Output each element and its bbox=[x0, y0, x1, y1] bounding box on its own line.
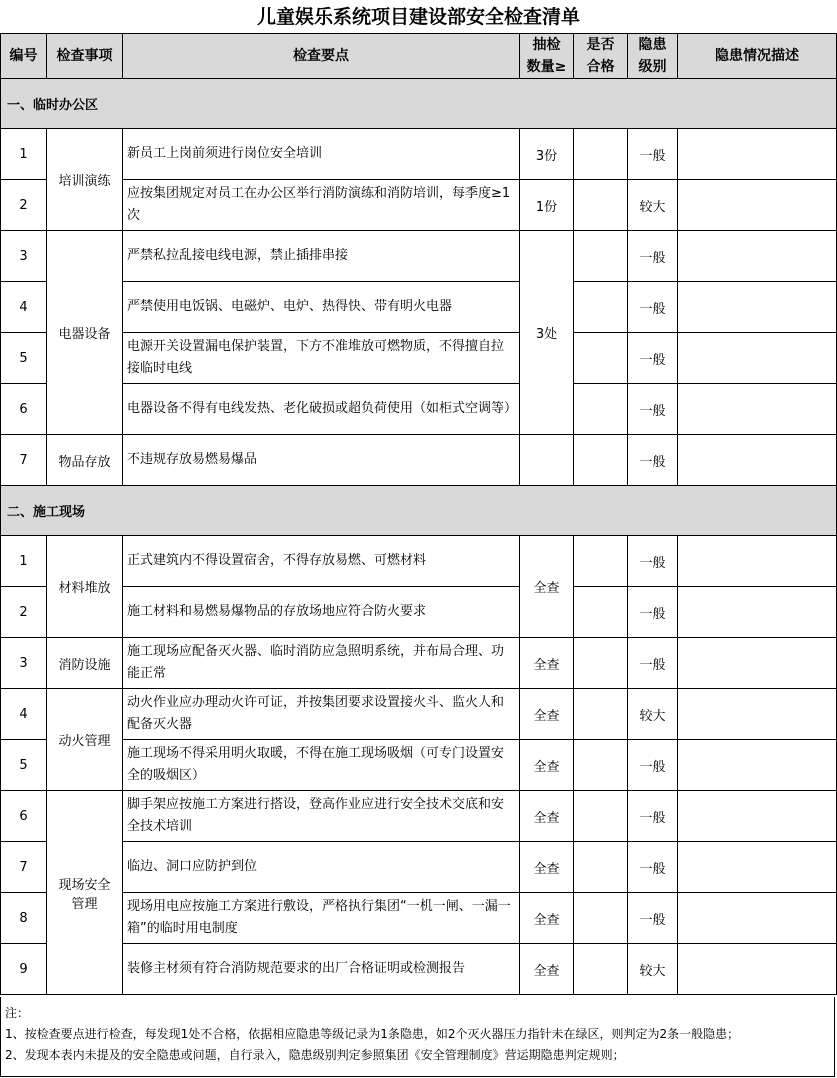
pass-cell[interactable] bbox=[574, 282, 628, 333]
row-number: 8 bbox=[1, 893, 47, 944]
section-header bbox=[1, 486, 837, 536]
hazard-level: 一般 bbox=[628, 536, 678, 587]
pass-cell[interactable] bbox=[574, 536, 628, 587]
hazard-description-cell[interactable] bbox=[678, 384, 837, 435]
hazard-level: 一般 bbox=[628, 282, 678, 333]
header-points: 检查要点 bbox=[123, 34, 520, 79]
section-title: 二、施工现场 bbox=[1, 486, 837, 536]
table-row bbox=[1, 893, 837, 944]
check-point: 施工材料和易燃易爆物品的存放场地应符合防火要求 bbox=[123, 587, 520, 638]
sample-qty: 3处 bbox=[520, 231, 574, 435]
sample-qty bbox=[520, 435, 574, 486]
hazard-level: 一般 bbox=[628, 231, 678, 282]
table-row bbox=[1, 587, 837, 638]
pass-cell[interactable] bbox=[574, 893, 628, 944]
pass-cell[interactable] bbox=[574, 180, 628, 231]
hazard-description-cell[interactable] bbox=[678, 282, 837, 333]
table-row bbox=[1, 282, 837, 333]
row-number: 9 bbox=[1, 944, 47, 995]
table-row bbox=[1, 944, 837, 995]
row-number: 5 bbox=[1, 333, 47, 384]
check-point: 电器设备不得有电线发热、老化破损或超负荷使用（如柜式空调等） bbox=[123, 384, 520, 435]
check-point: 电源开关设置漏电保护装置，下方不准堆放可燃物质，不得擅自拉接临时电线 bbox=[123, 333, 520, 384]
sample-qty: 1份 bbox=[520, 180, 574, 231]
hazard-level: 一般 bbox=[628, 435, 678, 486]
row-number: 7 bbox=[1, 435, 47, 486]
pass-cell[interactable] bbox=[574, 587, 628, 638]
hazard-level: 一般 bbox=[628, 893, 678, 944]
table-row bbox=[1, 231, 837, 282]
pass-cell[interactable] bbox=[574, 333, 628, 384]
hazard-description-cell[interactable] bbox=[678, 842, 837, 893]
table-row bbox=[1, 638, 837, 689]
section-header bbox=[1, 79, 837, 129]
hazard-description-cell[interactable] bbox=[678, 333, 837, 384]
hazard-level: 较大 bbox=[628, 689, 678, 740]
table-row bbox=[1, 180, 837, 231]
row-number: 6 bbox=[1, 791, 47, 842]
hazard-description-cell[interactable] bbox=[678, 944, 837, 995]
pass-cell[interactable] bbox=[574, 638, 628, 689]
check-item: 培训演练 bbox=[47, 129, 123, 231]
check-point: 临边、洞口应防护到位 bbox=[123, 842, 520, 893]
pass-cell[interactable] bbox=[574, 129, 628, 180]
check-point: 施工现场不得采用明火取暖，不得在施工现场吸烟（可专门设置安全的吸烟区） bbox=[123, 740, 520, 791]
hazard-description-cell[interactable] bbox=[678, 435, 837, 486]
sample-qty: 全查 bbox=[520, 638, 574, 689]
pass-cell[interactable] bbox=[574, 689, 628, 740]
row-number: 1 bbox=[1, 536, 47, 587]
row-number: 4 bbox=[1, 689, 47, 740]
hazard-level: 一般 bbox=[628, 842, 678, 893]
check-item: 动火管理 bbox=[47, 689, 123, 791]
sample-qty: 全查 bbox=[520, 791, 574, 842]
row-number: 3 bbox=[1, 231, 47, 282]
table-row bbox=[1, 384, 837, 435]
pass-cell[interactable] bbox=[574, 944, 628, 995]
hazard-description-cell[interactable] bbox=[678, 893, 837, 944]
header-level: 隐患 级别 bbox=[628, 34, 678, 79]
check-point: 正式建筑内不得设置宿舍，不得存放易燃、可燃材料 bbox=[123, 536, 520, 587]
page-title: 儿童娱乐系统项目建设部安全检查清单 bbox=[256, 6, 580, 28]
header-item: 检查事项 bbox=[47, 34, 123, 79]
pass-cell[interactable] bbox=[574, 791, 628, 842]
table-row bbox=[1, 435, 837, 486]
check-point: 脚手架应按施工方案进行搭设，登高作业应进行安全技术交底和安全技术培训 bbox=[123, 791, 520, 842]
sample-qty: 全查 bbox=[520, 842, 574, 893]
table-header-row bbox=[1, 34, 837, 79]
row-number: 2 bbox=[1, 587, 47, 638]
check-point: 应按集团规定对员工在办公区举行消防演练和消防培训，每季度≥1次 bbox=[123, 180, 520, 231]
hazard-description-cell[interactable] bbox=[678, 587, 837, 638]
section-title: 一、临时办公区 bbox=[1, 79, 837, 129]
pass-cell[interactable] bbox=[574, 231, 628, 282]
pass-cell[interactable] bbox=[574, 384, 628, 435]
header-pass: 是否 合格 bbox=[574, 34, 628, 79]
table-row bbox=[1, 842, 837, 893]
header-sample-qty: 抽检 数量≥ bbox=[520, 34, 574, 79]
check-item: 现场安全 管理 bbox=[47, 791, 123, 995]
check-point: 施工现场应配备灭火器、临时消防应急照明系统，并布局合理、功能正常 bbox=[123, 638, 520, 689]
table-row bbox=[1, 536, 837, 587]
hazard-description-cell[interactable] bbox=[678, 638, 837, 689]
hazard-description-cell[interactable] bbox=[678, 231, 837, 282]
note-line: 1、按检查要点进行检查，每发现1处不合格，依据相应隐患等级记录为1条隐患，如2个灭火器压力指针未在绿区，则判定为2条一般隐患； bbox=[5, 1027, 740, 1041]
check-point: 装修主材须有符合消防规范要求的出厂合格证明或检测报告 bbox=[123, 944, 520, 995]
table-row bbox=[1, 129, 837, 180]
check-point: 严禁私拉乱接电线电源，禁止插排串接 bbox=[123, 231, 520, 282]
hazard-description-cell[interactable] bbox=[678, 740, 837, 791]
hazard-level: 一般 bbox=[628, 333, 678, 384]
check-item: 电器设备 bbox=[47, 231, 123, 435]
hazard-description-cell[interactable] bbox=[678, 180, 837, 231]
sample-qty: 全查 bbox=[520, 536, 574, 638]
check-point: 动火作业应办理动火许可证，并按集团要求设置接火斗、监火人和配备灭火器 bbox=[123, 689, 520, 740]
check-item: 物品存放 bbox=[47, 435, 123, 486]
sample-qty: 3份 bbox=[520, 129, 574, 180]
check-point: 不违规存放易燃易爆品 bbox=[123, 435, 520, 486]
hazard-description-cell[interactable] bbox=[678, 129, 837, 180]
header-no: 编号 bbox=[1, 34, 47, 79]
row-number: 5 bbox=[1, 740, 47, 791]
hazard-description-cell[interactable] bbox=[678, 689, 837, 740]
header-desc: 隐患情况描述 bbox=[678, 34, 837, 79]
sample-qty: 全查 bbox=[520, 740, 574, 791]
check-point: 新员工上岗前须进行岗位安全培训 bbox=[123, 129, 520, 180]
checklist-table bbox=[0, 33, 837, 995]
notes-label: 注： bbox=[5, 1006, 30, 1020]
hazard-level: 较大 bbox=[628, 180, 678, 231]
hazard-level: 一般 bbox=[628, 791, 678, 842]
note-line: 2、发现本表内未提及的安全隐患或问题，自行录入，隐患级别判定参照集团《安全管理制度》营运期隐患判定规则； bbox=[5, 1048, 625, 1062]
sample-qty: 全查 bbox=[520, 944, 574, 995]
hazard-level: 一般 bbox=[628, 384, 678, 435]
sample-qty: 全查 bbox=[520, 689, 574, 740]
pass-cell[interactable] bbox=[574, 435, 628, 486]
hazard-level: 一般 bbox=[628, 587, 678, 638]
row-number: 7 bbox=[1, 842, 47, 893]
table-row bbox=[1, 333, 837, 384]
check-item: 消防设施 bbox=[47, 638, 123, 689]
pass-cell[interactable] bbox=[574, 842, 628, 893]
pass-cell[interactable] bbox=[574, 740, 628, 791]
row-number: 3 bbox=[1, 638, 47, 689]
notes-block bbox=[0, 997, 835, 1077]
check-point: 现场用电应按施工方案进行敷设，严格执行集团“一机一闸、一漏一箱”的临时用电制度 bbox=[123, 893, 520, 944]
check-item: 材料堆放 bbox=[47, 536, 123, 638]
check-point: 严禁使用电饭锅、电磁炉、电炉、热得快、带有明火电器 bbox=[123, 282, 520, 333]
row-number: 2 bbox=[1, 180, 47, 231]
table-row bbox=[1, 791, 837, 842]
hazard-level: 一般 bbox=[628, 638, 678, 689]
table-row bbox=[1, 689, 837, 740]
hazard-level: 较大 bbox=[628, 944, 678, 995]
hazard-description-cell[interactable] bbox=[678, 791, 837, 842]
row-number: 4 bbox=[1, 282, 47, 333]
row-number: 6 bbox=[1, 384, 47, 435]
hazard-level: 一般 bbox=[628, 129, 678, 180]
sample-qty: 全查 bbox=[520, 893, 574, 944]
row-number: 1 bbox=[1, 129, 47, 180]
hazard-level: 一般 bbox=[628, 740, 678, 791]
hazard-description-cell[interactable] bbox=[678, 536, 837, 587]
table-row bbox=[1, 740, 837, 791]
